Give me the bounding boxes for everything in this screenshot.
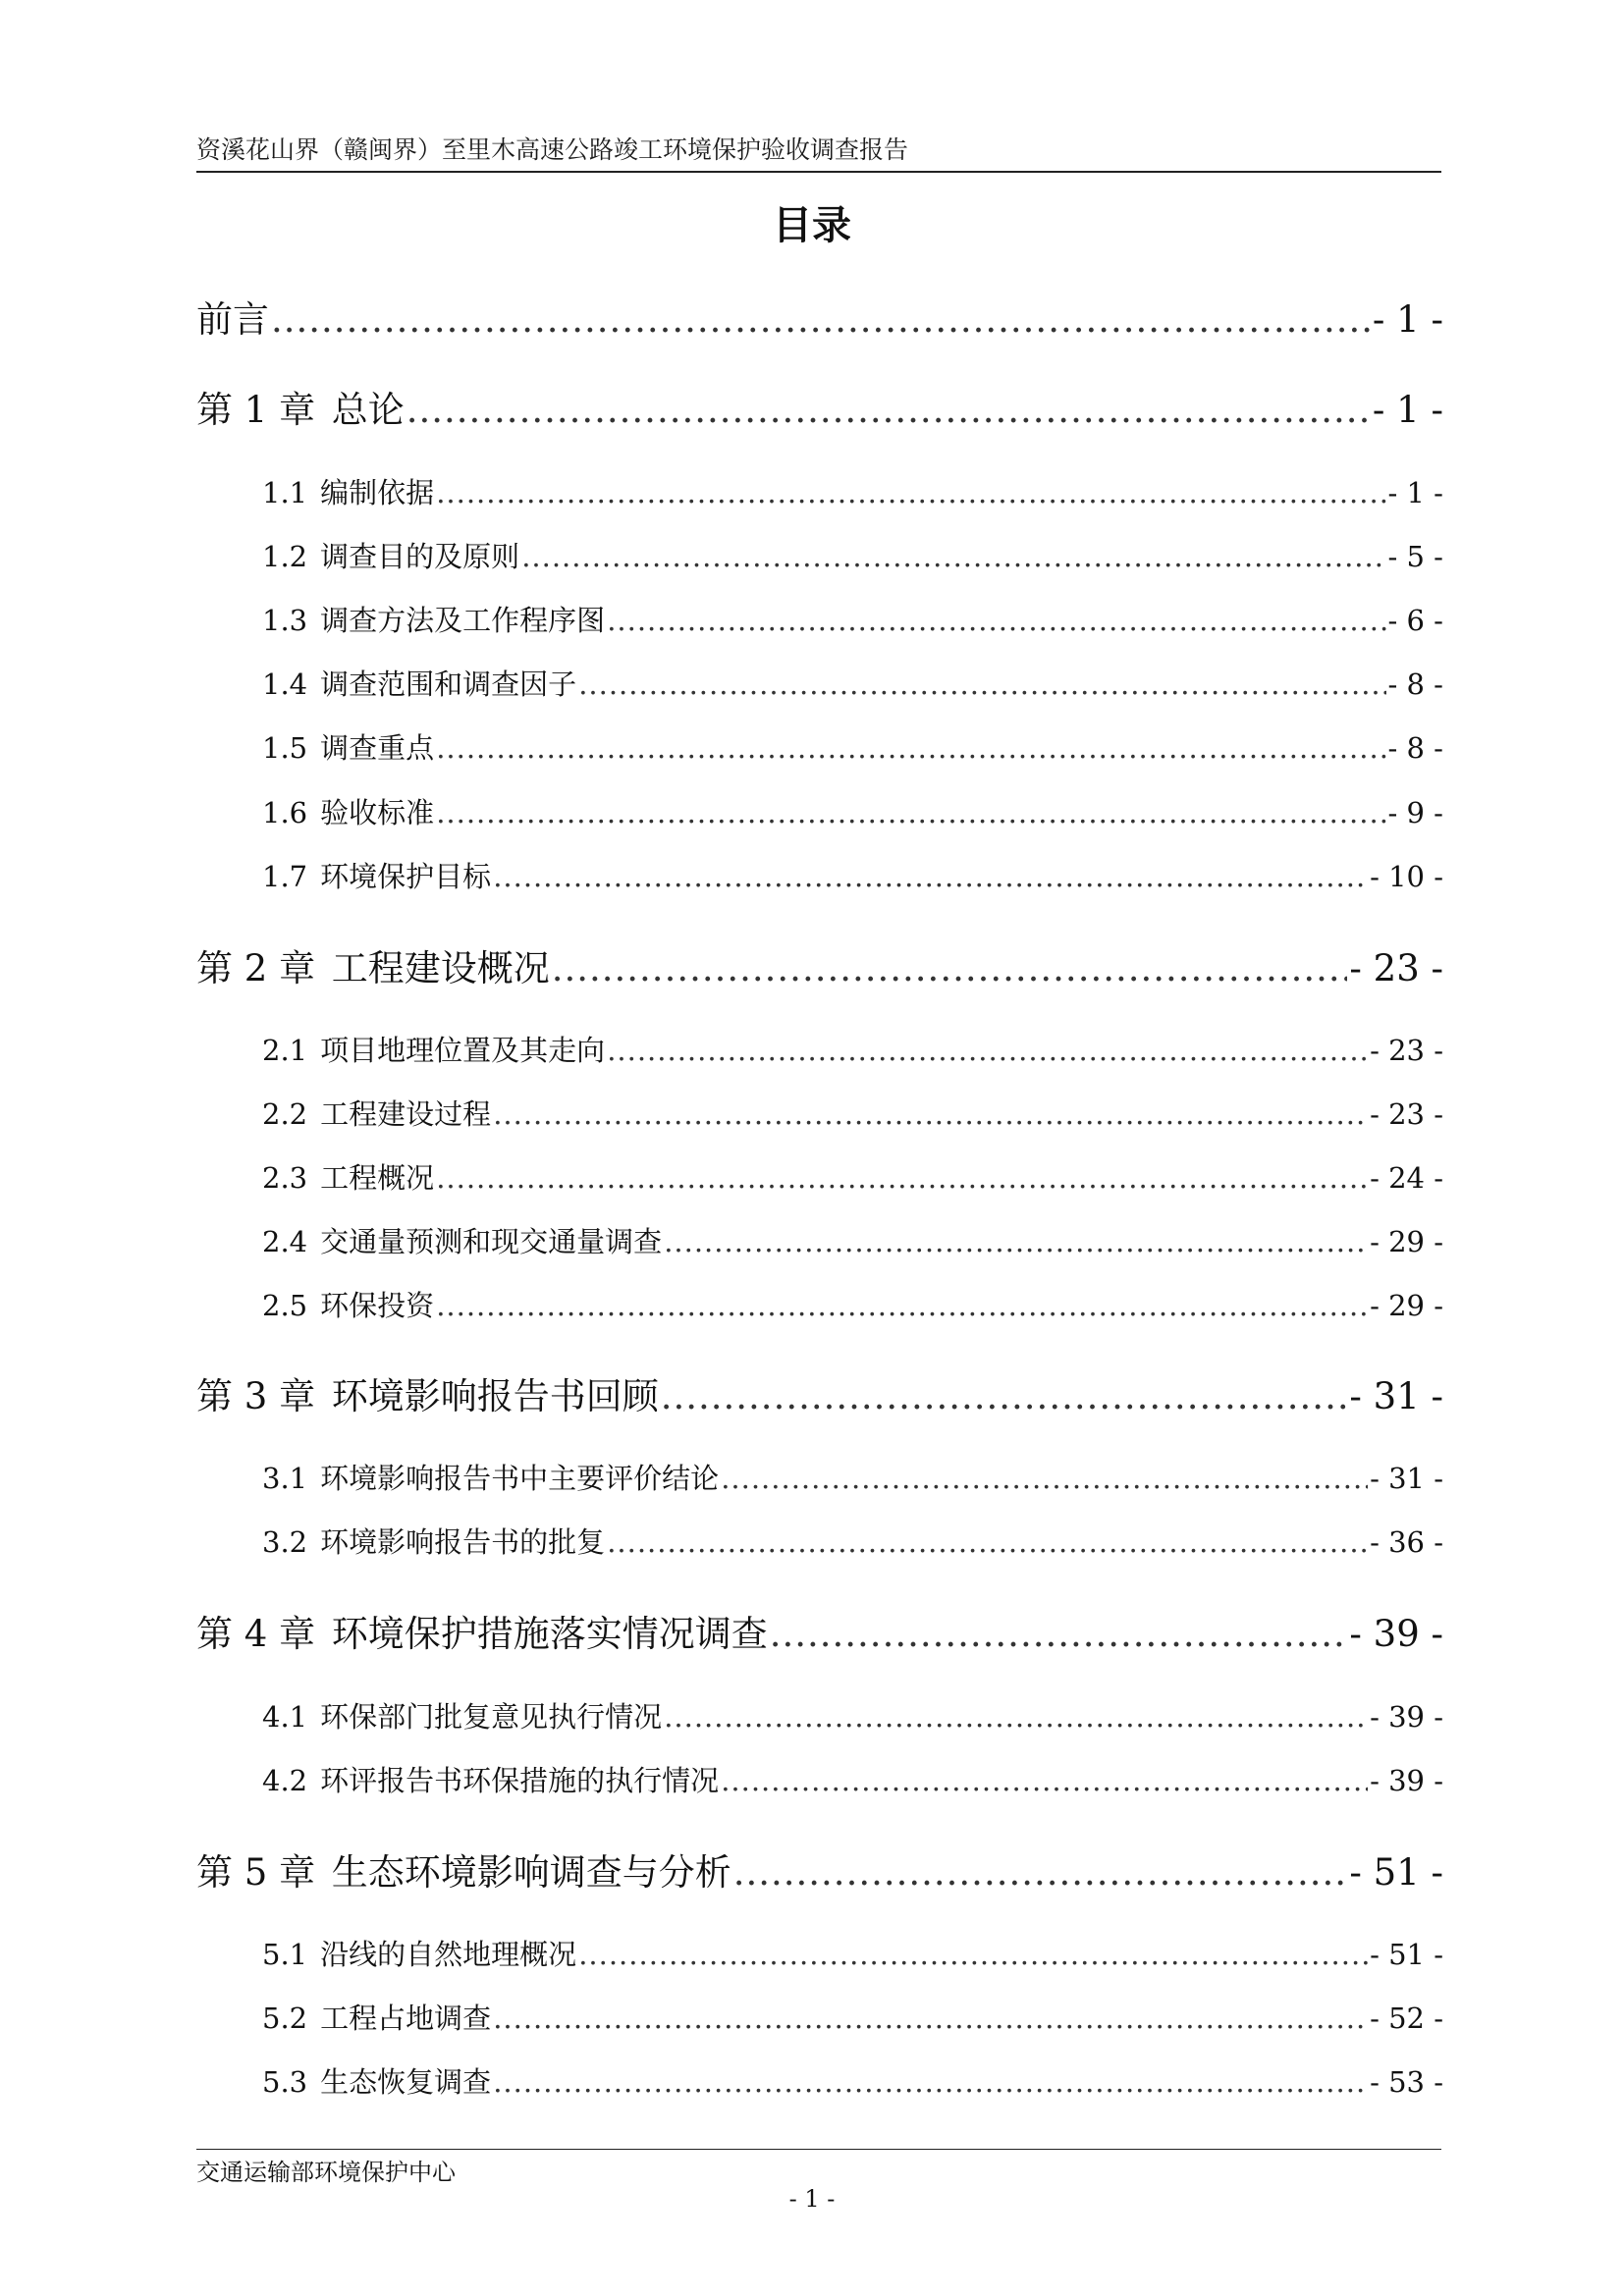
dot-leader xyxy=(436,476,1385,509)
toc-section-entry[interactable] xyxy=(262,1284,1443,1324)
toc-section-entry[interactable] xyxy=(262,1933,1443,1973)
toc-chapter-entry[interactable] xyxy=(196,938,1443,991)
page-number: - 1 - xyxy=(788,2185,836,2213)
toc-section-entry[interactable] xyxy=(262,1997,1443,2037)
toc-entry-page: - 29 - xyxy=(1370,1289,1443,1322)
toc-entry-label xyxy=(262,2060,491,2101)
dot-leader xyxy=(436,731,1385,765)
running-header: 资溪花山界（赣闽界）至里木高速公路竣工环境保护验收调查报告 xyxy=(196,135,909,164)
toc-section-entry[interactable] xyxy=(262,791,1443,831)
toc-entry-label xyxy=(262,1521,605,1561)
toc-entry-page: - 6 - xyxy=(1387,604,1443,637)
toc-chapter-entry[interactable] xyxy=(196,1366,1443,1419)
toc-entry-label xyxy=(262,1220,662,1260)
dot-leader xyxy=(607,1525,1368,1559)
toc-entry-label xyxy=(262,1759,719,1799)
toc-entry-title: 生态恢复调查 xyxy=(320,2065,492,2099)
toc-entry-title: 项目地理位置及其走向 xyxy=(320,1034,606,1067)
toc-section-entry[interactable] xyxy=(262,1521,1443,1561)
dot-leader xyxy=(406,389,1371,431)
toc-section-entry[interactable] xyxy=(262,1220,1443,1260)
toc-entry-title: 环保部门批复意见执行情况 xyxy=(320,1700,663,1734)
toc-entry-number: 2.3 xyxy=(262,1161,308,1195)
dot-leader xyxy=(552,947,1348,989)
dot-leader xyxy=(436,1289,1368,1322)
toc-entry-label xyxy=(196,1366,659,1419)
toc-entry-page: - 1 - xyxy=(1372,389,1443,431)
toc-entry-title: 调查目的及原则 xyxy=(320,540,520,573)
toc-entry-page: - 1 - xyxy=(1387,476,1443,509)
toc-entry-label xyxy=(262,663,576,703)
dot-leader xyxy=(607,604,1385,637)
toc-entry-label xyxy=(196,290,269,343)
toc-entry-label xyxy=(262,1457,719,1497)
toc-entry-page: - 29 - xyxy=(1370,1225,1443,1258)
toc-entry-title: 生态环境影响调查与分析 xyxy=(331,1851,731,1894)
toc-entry-number: 1.2 xyxy=(262,540,308,573)
toc-entry-title: 总论 xyxy=(331,389,405,431)
toc-section-entry[interactable] xyxy=(262,1029,1443,1069)
toc-entry-page: - 5 - xyxy=(1387,540,1443,573)
toc-entry-number: 4.1 xyxy=(262,1700,308,1734)
toc-section-entry[interactable] xyxy=(262,1457,1443,1497)
dot-leader xyxy=(493,1097,1368,1131)
toc-entry-page: - 51 - xyxy=(1370,1938,1443,1971)
toc-entry-number: 1.4 xyxy=(262,667,308,701)
toc-entry-number: 第 2 章 xyxy=(196,947,316,989)
toc-entry-page: - 23 - xyxy=(1370,1034,1443,1067)
toc-entry-label xyxy=(196,1604,768,1657)
toc-entry-title: 调查范围和调查因子 xyxy=(320,667,577,701)
toc-entry-title: 前言 xyxy=(196,298,269,341)
toc-section-entry[interactable] xyxy=(262,726,1443,767)
toc-entry-number: 5.3 xyxy=(262,2065,308,2099)
toc-entry-title: 调查方法及工作程序图 xyxy=(320,604,606,637)
toc-entry-title: 环境保护目标 xyxy=(320,860,492,893)
toc-entry-number: 1.6 xyxy=(262,796,308,829)
toc-entry-page: - 1 - xyxy=(1372,298,1443,341)
toc-entry-title: 工程建设概况 xyxy=(331,947,550,989)
toc-entry-label xyxy=(262,1997,491,2037)
toc-entry-title: 工程占地调查 xyxy=(320,2002,492,2035)
toc-section-entry[interactable] xyxy=(262,855,1443,895)
toc-entry-title: 工程概况 xyxy=(320,1161,435,1195)
toc-entry-page: - 23 - xyxy=(1349,947,1443,989)
toc-entry-title: 工程建设过程 xyxy=(320,1097,492,1131)
toc-entry-label xyxy=(262,471,434,511)
toc-section-entry[interactable] xyxy=(262,599,1443,639)
dot-leader xyxy=(578,1938,1368,1971)
toc-entry-title: 交通量预测和现交通量调查 xyxy=(320,1225,663,1258)
toc-entry-page: - 8 - xyxy=(1387,731,1443,765)
toc-entry-page: - 39 - xyxy=(1349,1613,1443,1655)
toc-entry-title: 环境影响报告书回顾 xyxy=(331,1375,659,1417)
dot-leader xyxy=(271,298,1371,341)
toc-entry-number: 第 3 章 xyxy=(196,1375,316,1417)
toc-entry-title: 沿线的自然地理概况 xyxy=(320,1938,577,1971)
toc-entry-page: - 8 - xyxy=(1387,667,1443,701)
toc-section-entry[interactable] xyxy=(262,535,1443,575)
toc-entry-page: - 31 - xyxy=(1370,1462,1443,1495)
dot-leader xyxy=(664,1225,1368,1258)
toc-chapter-entry[interactable] xyxy=(196,380,1443,433)
toc-chapter-entry[interactable] xyxy=(196,290,1443,343)
toc-entry-title: 调查重点 xyxy=(320,731,435,765)
toc-entry-label xyxy=(262,1933,576,1973)
toc-entry-page: - 39 - xyxy=(1370,1700,1443,1734)
dot-leader xyxy=(436,1161,1368,1195)
dot-leader xyxy=(661,1375,1348,1417)
toc-entry-label xyxy=(262,1029,605,1069)
dot-leader xyxy=(578,667,1385,701)
toc-entry-number: 2.2 xyxy=(262,1097,308,1131)
toc-entry-title: 验收标准 xyxy=(320,796,435,829)
toc-section-entry[interactable] xyxy=(262,471,1443,511)
dot-leader xyxy=(436,796,1385,829)
toc-entry-label xyxy=(262,1093,491,1133)
toc-entry-title: 环境影响报告书中主要评价结论 xyxy=(320,1462,720,1495)
toc-section-entry[interactable] xyxy=(262,1093,1443,1133)
dot-leader xyxy=(493,860,1368,893)
toc-entry-number: 4.2 xyxy=(262,1764,308,1797)
dot-leader xyxy=(770,1613,1348,1655)
toc-entry-page: - 36 - xyxy=(1370,1525,1443,1559)
toc-entry-label xyxy=(262,791,434,831)
dot-leader xyxy=(721,1764,1368,1797)
dot-leader xyxy=(733,1851,1348,1894)
toc-entry-label xyxy=(262,1695,662,1735)
toc-entry-number: 第 1 章 xyxy=(196,389,316,431)
toc-section-entry[interactable] xyxy=(262,1695,1443,1735)
toc-entry-title: 环评报告书环保措施的执行情况 xyxy=(320,1764,720,1797)
toc-section-entry[interactable] xyxy=(262,1759,1443,1799)
toc-entry-title: 编制依据 xyxy=(320,476,435,509)
toc-entry-label xyxy=(262,1284,434,1324)
dot-leader xyxy=(493,2065,1368,2099)
toc-entry-page: - 39 - xyxy=(1370,1764,1443,1797)
toc-entry-number: 2.4 xyxy=(262,1225,308,1258)
toc-entry-number: 1.7 xyxy=(262,860,308,893)
toc-section-entry[interactable] xyxy=(262,2060,1443,2101)
toc-section-entry[interactable] xyxy=(262,1156,1443,1197)
toc-entry-label xyxy=(196,938,550,991)
toc-entry-page: - 23 - xyxy=(1370,1097,1443,1131)
header-rule xyxy=(196,171,1441,173)
toc-entry-number: 3.2 xyxy=(262,1525,308,1559)
toc-entry-page: - 52 - xyxy=(1370,2002,1443,2035)
toc-entry-number: 3.1 xyxy=(262,1462,308,1495)
toc-entry-page: - 10 - xyxy=(1370,860,1443,893)
toc-title: 目录 xyxy=(773,203,851,248)
toc-entry-number: 第 5 章 xyxy=(196,1851,316,1894)
toc-entry-title: 环境影响报告书的批复 xyxy=(320,1525,606,1559)
dot-leader xyxy=(521,540,1385,573)
toc-entry-number: 1.3 xyxy=(262,604,308,637)
toc-entry-label xyxy=(262,535,519,575)
toc-entry-number: 1.1 xyxy=(262,476,308,509)
toc-entry-number: 2.1 xyxy=(262,1034,308,1067)
dot-leader xyxy=(493,2002,1368,2035)
toc-section-entry[interactable] xyxy=(262,663,1443,703)
footer-organization: 交通运输部环境保护中心 xyxy=(196,2159,456,2186)
toc-entry-label xyxy=(262,599,605,639)
toc-entry-number: 第 4 章 xyxy=(196,1613,316,1655)
toc-entry-number: 5.1 xyxy=(262,1938,308,1971)
dot-leader xyxy=(607,1034,1368,1067)
toc-entry-number: 5.2 xyxy=(262,2002,308,2035)
toc-entry-number: 1.5 xyxy=(262,731,308,765)
toc-entry-title: 环保投资 xyxy=(320,1289,435,1322)
toc-entry-label xyxy=(196,1842,731,1896)
toc-entry-label xyxy=(262,1156,434,1197)
toc-chapter-entry[interactable] xyxy=(196,1604,1443,1657)
toc-entry-number: 2.5 xyxy=(262,1289,308,1322)
toc-entry-label xyxy=(196,380,405,433)
toc-entry-page: - 53 - xyxy=(1370,2065,1443,2099)
toc-entry-title: 环境保护措施落实情况调查 xyxy=(331,1613,768,1655)
toc-chapter-entry[interactable] xyxy=(196,1842,1443,1896)
dot-leader xyxy=(664,1700,1368,1734)
toc-entry-label xyxy=(262,726,434,767)
toc-entry-page: - 9 - xyxy=(1387,796,1443,829)
toc-entry-page: - 51 - xyxy=(1349,1851,1443,1894)
toc-entry-label xyxy=(262,855,491,895)
footer-rule xyxy=(196,2149,1441,2150)
toc-entry-page: - 24 - xyxy=(1370,1161,1443,1195)
dot-leader xyxy=(721,1462,1368,1495)
toc-entry-page: - 31 - xyxy=(1349,1375,1443,1417)
